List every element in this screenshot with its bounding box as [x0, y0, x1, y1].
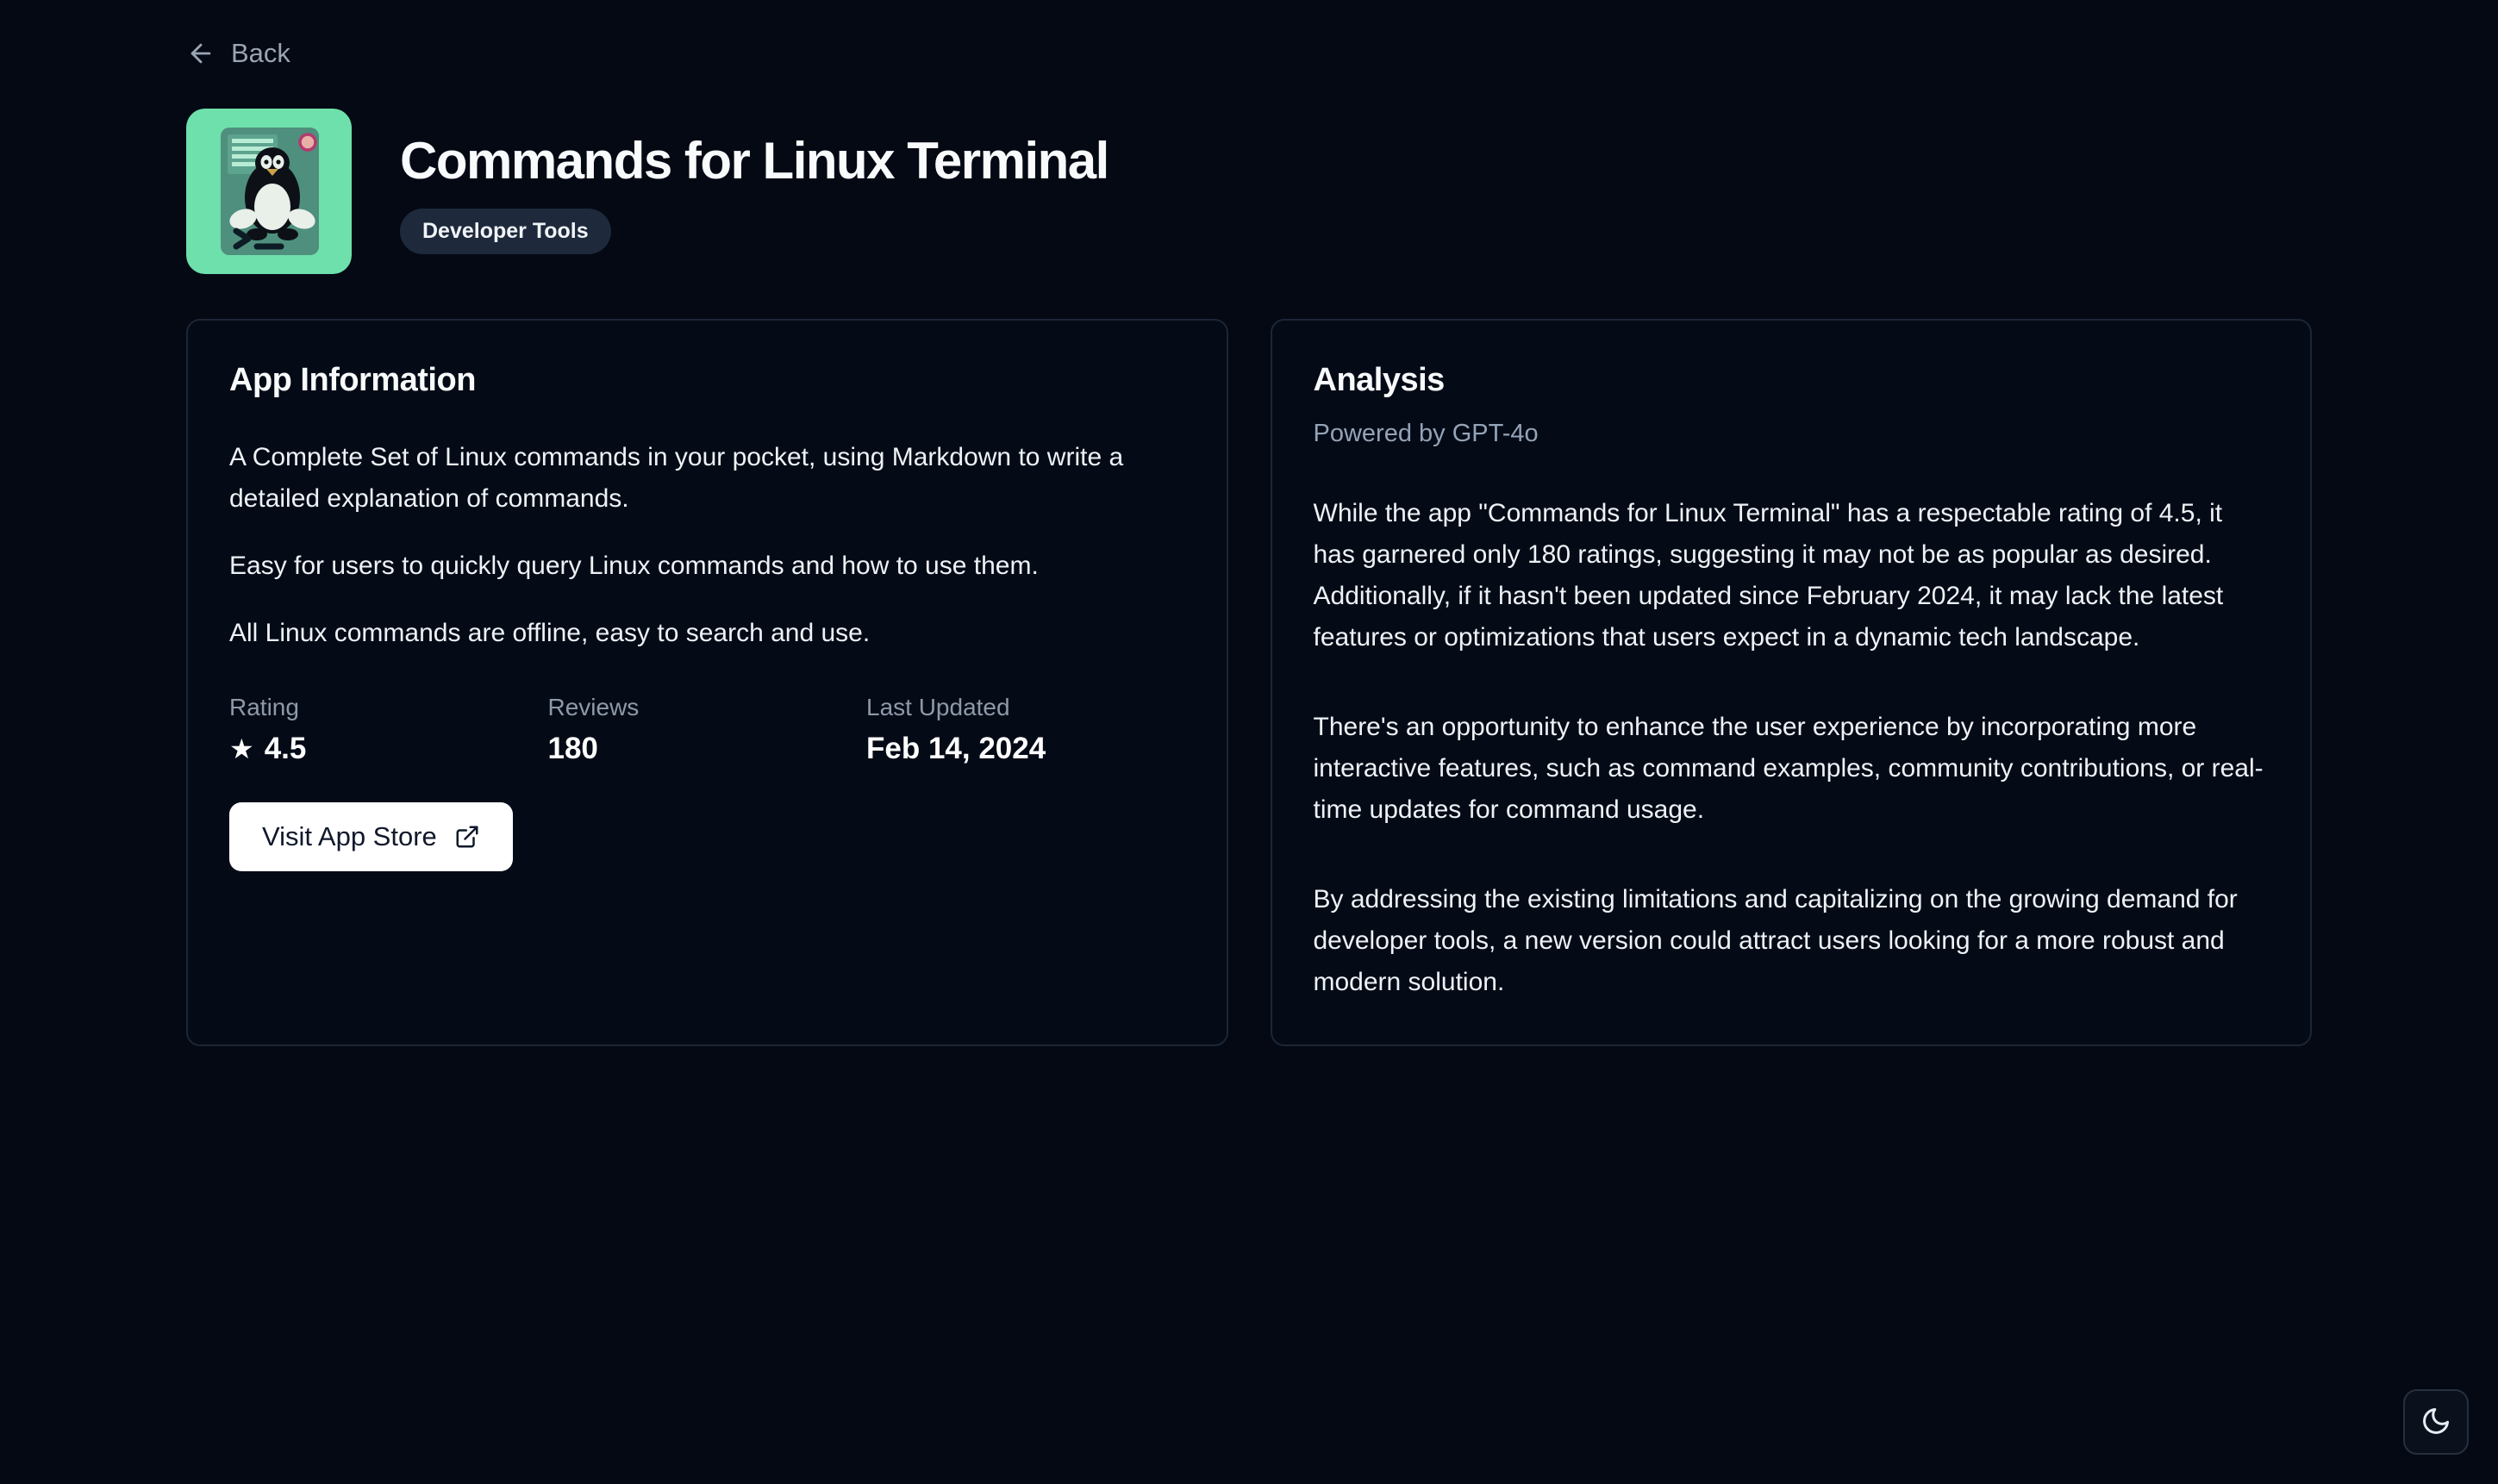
analysis-heading: Analysis — [1313, 362, 1445, 398]
rating-value-row — [229, 732, 548, 766]
rating-value: 4.5 — [264, 732, 307, 765]
external-link-icon — [454, 824, 480, 850]
last-updated-label: Last Updated — [866, 694, 1010, 720]
app-information-card — [186, 319, 1228, 1046]
powered-by-label: Powered by GPT-4o — [1313, 420, 1539, 447]
app-icon — [186, 109, 352, 274]
back-button[interactable] — [186, 38, 290, 69]
category-badge: Developer Tools — [400, 209, 611, 254]
app-description — [229, 437, 1185, 654]
last-updated-value: Feb 14, 2024 — [866, 732, 1046, 765]
app-description-paragraph: All Linux commands are offline, easy to search and use. — [229, 619, 871, 647]
arrow-left-icon — [186, 39, 215, 68]
rating-block — [229, 694, 548, 766]
back-label: Back — [231, 38, 290, 68]
analysis-paragraph: While the app "Commands for Linux Terminal" has a respectable rating of 4.5, it has garnered only 180 ratings, suggesting it may not be as popular as desired. Additionally, if it hasn't been updated since February 2024, it may lack the latest features or optimizations that users expect in a dynamic tech landscape. — [1313, 499, 2224, 652]
analysis-body — [1314, 493, 2270, 1003]
theme-toggle-button[interactable] — [2403, 1389, 2469, 1455]
moon-icon — [2420, 1406, 2451, 1439]
page-title: Commands for Linux Terminal — [400, 132, 1108, 190]
app-information-heading: App Information — [229, 362, 476, 398]
visit-app-store-label: Visit App Store — [262, 821, 437, 851]
star-icon: ★ — [229, 733, 254, 764]
analysis-paragraph: There's an opportunity to enhance the user experience by incorporating more interactive features, such as command examples, community contributions, or real-time updates for command usage. — [1313, 713, 2264, 824]
app-description-paragraph: Easy for users to quickly query Linux commands and how to use them. — [229, 552, 1039, 580]
app-title-block — [400, 109, 1108, 254]
reviews-value: 180 — [547, 732, 598, 765]
reviews-label: Reviews — [547, 694, 640, 720]
app-meta-row — [229, 694, 1185, 766]
analysis-paragraph: By addressing the existing limitations and capitalizing on the growing demand for developer tools, a new version could attract users looking for a more robust and modern solution. — [1313, 885, 2238, 996]
reviews-block — [548, 694, 867, 766]
app-header — [186, 109, 2312, 274]
linux-terminal-tux-icon — [186, 109, 352, 274]
content-cards — [186, 319, 2312, 1046]
analysis-card — [1271, 319, 2313, 1046]
visit-app-store-button[interactable] — [229, 802, 513, 871]
last-updated-block — [866, 694, 1185, 766]
app-description-paragraph: A Complete Set of Linux commands in your pocket, using Markdown to write a detailed explanation of commands. — [229, 443, 1124, 513]
rating-label: Rating — [229, 694, 299, 720]
